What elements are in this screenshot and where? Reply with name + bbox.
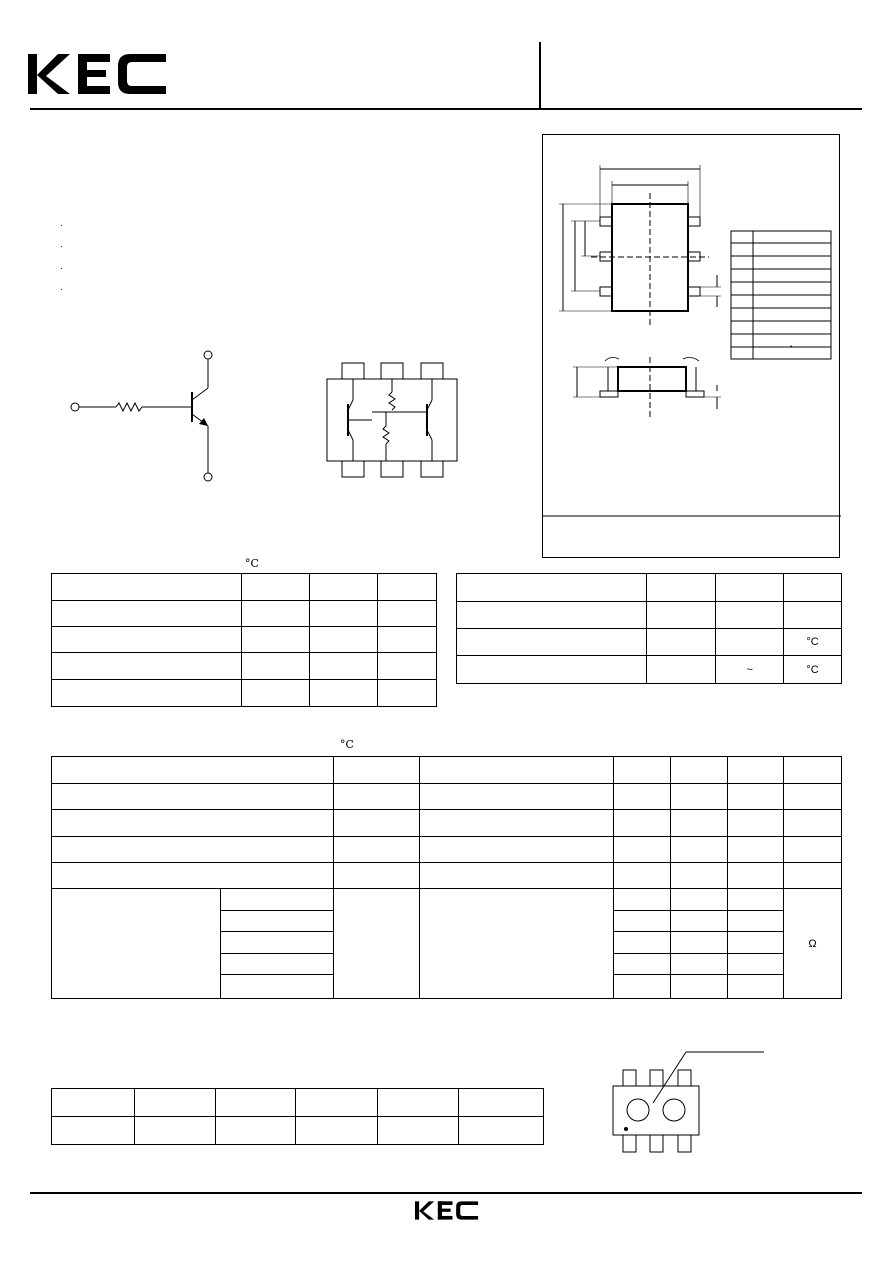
equivalent-circuit bbox=[66, 348, 226, 484]
package-outline-box bbox=[542, 134, 840, 558]
footer-rule bbox=[30, 1192, 862, 1194]
feature-bullet: · bbox=[60, 263, 63, 273]
footer-logo bbox=[415, 1199, 479, 1221]
dual-transistor-icon bbox=[326, 360, 460, 478]
temp-range-separator: ~ bbox=[716, 656, 784, 684]
header-divider-vertical bbox=[539, 42, 541, 110]
resistor-unit: Ω bbox=[784, 889, 842, 999]
max-rating-table-left bbox=[51, 573, 437, 707]
package-drawing bbox=[543, 135, 841, 559]
marking-table bbox=[51, 1088, 544, 1145]
rating-left-unit-marker: °C bbox=[245, 557, 259, 570]
internal-circuit bbox=[326, 360, 460, 478]
kec-logo-icon bbox=[28, 50, 168, 96]
pin-table-dot: • bbox=[790, 344, 793, 351]
header-rule bbox=[30, 108, 862, 110]
header-logo bbox=[28, 50, 168, 96]
feature-bullet: · bbox=[60, 241, 63, 251]
feature-bullet: · bbox=[60, 220, 63, 230]
kec-logo-small-icon bbox=[415, 1199, 479, 1221]
electrical-characteristics-table bbox=[51, 756, 842, 999]
max-rating-table-right bbox=[456, 573, 842, 684]
feature-bullet: · bbox=[60, 284, 63, 294]
storage-temp-unit: °C bbox=[784, 629, 842, 656]
temp-range-unit: °C bbox=[784, 656, 842, 684]
electrical-unit-marker: °C bbox=[340, 738, 354, 751]
marking-diagram bbox=[608, 1048, 778, 1156]
transistor-symbol-icon bbox=[66, 348, 226, 484]
package-marking-icon bbox=[608, 1048, 778, 1156]
